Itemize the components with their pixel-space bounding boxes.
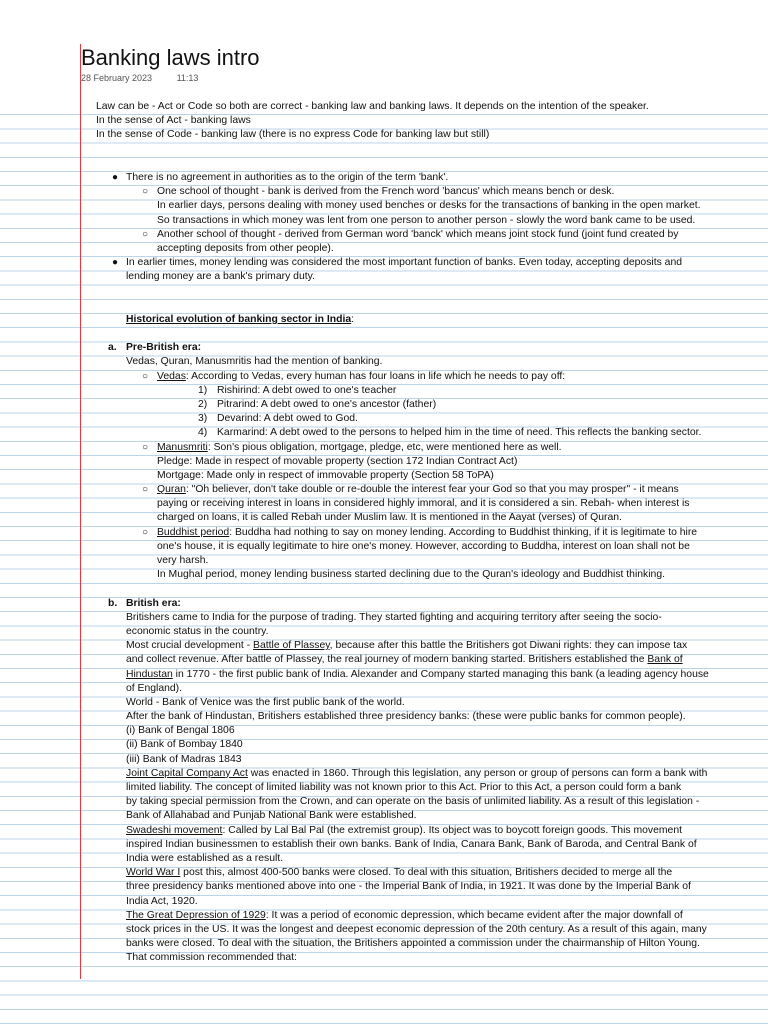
text-line: Vedas, Quran, Manusmritis had the mention of banking. [126, 356, 383, 368]
text-line: Law can be - Act or Code so both are correct - banking law and banking laws. It depends on the intention of the speaker. [96, 101, 649, 112]
text-line: (ii) Bank of Bombay 1840 [126, 739, 243, 751]
text-line: After the bank of Hindustan, Britishers established three presidency banks: (these were public banks for common people). [126, 711, 686, 723]
text-line: In earlier days, persons dealing with money used benches or desks for the transactions of banking in the open market. [157, 200, 701, 212]
text-line: by taking special permission from the Crown, and can operate on the basis of unlimited liability. As a result of this legislation - [126, 796, 700, 808]
bullet-circle-icon: ○ [142, 441, 149, 453]
numbered-item: 3) Devarind: A debt owed to God. [198, 413, 358, 425]
text-line: In Mughal period, money lending business started declining due to the Quran's ideology and Buddhist thinking. [157, 569, 665, 581]
text-line: Joint Capital Company Act was enacted in 1860. Through this legislation, any person or group of persons can form a bank with [126, 767, 708, 779]
text-line: three presidency banks mentioned above into one - the Imperial Bank of India, in 1921. It was done by the Imperial Bank of [126, 881, 691, 893]
text-line: Most crucial development - Battle of Plassey, because after this battle the Britishers got Diwani rights: they can impose tax [126, 640, 688, 652]
page-date: 28 February 2023 [81, 73, 153, 83]
numbered-item: 4) Karmarind: A debt owed to the persons to helped him in the time of need. This reflects the banking sector. [198, 427, 702, 439]
text-line: of England). [126, 682, 183, 694]
text-line: India were established as a result. [126, 852, 284, 864]
text-line: economic status in the country. [126, 625, 269, 637]
sub-bullet-item: ○ Manusmriti: Son's pious obligation, mortgage, pledge, etc, were mentioned here as well. [0, 441, 768, 455]
text-line: inspired Indian businessmen to establish their own banks. Bank of India, Canara Bank, Bank of Baroda, and Central Bank of [126, 838, 697, 850]
text-line: India Act, 1920. [126, 895, 198, 907]
blank-line [0, 284, 768, 298]
page-time: 11:13 [176, 73, 199, 83]
text-line: very harsh. [157, 555, 209, 566]
blank-line [0, 157, 768, 171]
sub-bullet-item: ○ Vedas: According to Vedas, every human has four loans in life which he needs to pay off: [0, 370, 768, 384]
bullet-circle-icon: ○ [142, 484, 149, 496]
text-line: and collect revenue. After battle of Plassey, the real journey of modern banking started. Britishers established the Bank of [126, 654, 683, 666]
list-heading-british: b. British era: [108, 597, 181, 609]
text-line: (i) Bank of Bengal 1806 [126, 725, 235, 737]
bullet-item: ● There is no agreement in authorities as to the origin of the term 'bank'. [0, 171, 768, 185]
text-line: limited liability. The concept of limited liability was not known prior to this Act. Prior to this Act, a person could form a bank [126, 782, 682, 793]
bullet-dot-icon: ● [112, 171, 119, 183]
blank-line [0, 299, 768, 313]
text-line: In the sense of Act - banking laws [96, 115, 251, 127]
text-line: World War I post this, almost 400-500 banks were closed. To deal with this situation, Britishers decided to merge all the [126, 867, 673, 879]
text-line: banks were closed. To deal with the situation, the Britishers appointed a commission under the chairmanship of Hilton Young. [126, 938, 700, 950]
text-line: Bank of Allahabad and Punjab National Bank were established. [126, 810, 417, 822]
blank-line [0, 582, 768, 596]
sub-bullet-item: ○ One school of thought - bank is derived from the French word 'bancus' which means bench or desk. [0, 185, 768, 199]
text-line: (iii) Bank of Madras 1843 [126, 753, 242, 765]
bullet-circle-icon: ○ [142, 370, 149, 382]
text-line: charged on loans, it is called Rebah under Muslim law. It is mentioned in the Aayat (verses) of Quran. [157, 512, 622, 524]
numbered-item: 2) Pitrarind: A debt owed to one's ancestor (father) [198, 398, 437, 410]
bullet-circle-icon: ○ [142, 186, 149, 198]
text-line: World - Bank of Venice was the first public bank of the world. [126, 696, 405, 708]
section-heading: Historical evolution of banking sector in India: [126, 313, 355, 325]
sub-bullet-item: ○ Quran: "Oh believer, don't take double or re-double the interest fear your God so that you may prosper" - it means [0, 483, 768, 497]
text-line: Mortgage: Made only in respect of immovable property (Section 58 ToPA) [157, 469, 494, 481]
text-line: Swadeshi movement: Called by Lal Bal Pal (the extremist group). Its object was to boycott foreign goods. This movement [126, 824, 682, 836]
text-line: That commission recommended that: [126, 952, 297, 964]
text-line: lending money are a bank's primary duty. [126, 271, 315, 283]
text-line: paying or receiving interest in loans in considered highly immoral, and it is considered a sin. Rebah- when interest is [157, 498, 690, 510]
text-line: Britishers came to India for the purpose of trading. They started fighting and acquiring territory after seeing the socio- [126, 611, 662, 623]
text-line: The Great Depression of 1929: It was a period of economic depression, which became evident after the major downfall of [126, 909, 683, 921]
text-line: stock prices in the US. It was the longest and deepest economic depression of the 20th century. As a result of this again, many [126, 923, 707, 935]
bullet-item: ● In earlier times, money lending was considered the most important function of banks. Even today, accepting deposits and [0, 256, 768, 270]
numbered-item: 1) Rishirind: A debt owed to one's teacher [198, 384, 397, 396]
bullet-dot-icon: ● [112, 257, 119, 269]
text-line: Pledge: Made in respect of movable property (section 172 Indian Contract Act) [157, 455, 518, 467]
blank-line [0, 143, 768, 157]
list-heading-pre-british: a. Pre-British era: [108, 342, 202, 354]
text-line: In the sense of Code - banking law (there is no express Code for banking law but still) [96, 129, 490, 141]
text-line: Hindustan in 1770 - the first public bank of India. Alexander and Company started managing this bank (a leading agency house [126, 668, 709, 680]
page-meta [81, 73, 220, 83]
bullet-circle-icon: ○ [142, 526, 149, 538]
page-title[interactable]: Banking laws intro [81, 45, 260, 70]
note-body[interactable] [0, 100, 768, 965]
text-line: accepting deposits from other people). [157, 242, 334, 254]
sub-bullet-item: ○ Buddhist period: Buddha had nothing to say on money lending. According to Buddhist thinking, if it is legitimate to hire [0, 526, 768, 540]
bullet-circle-icon: ○ [142, 228, 149, 240]
text-line: So transactions in which money was lent from one person to another person - slowly the word bank came to be used. [157, 214, 696, 226]
blank-line [0, 327, 768, 341]
text-line: one's house, it is equally legitimate to hire one's money. However, according to Buddha, interest on loan shall not be [157, 540, 690, 552]
sub-bullet-item: ○ Another school of thought - derived from German word 'banck' which means joint stock fund (joint fund created by [0, 228, 768, 242]
